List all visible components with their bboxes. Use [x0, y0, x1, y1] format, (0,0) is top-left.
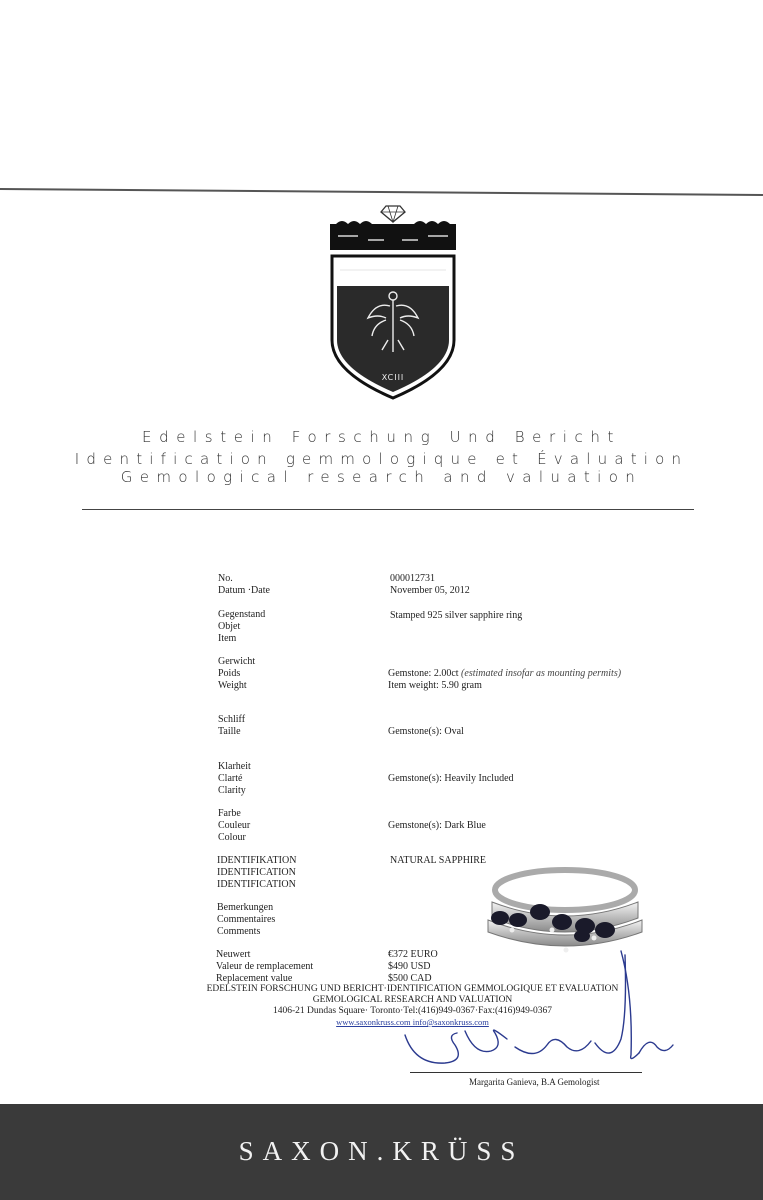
comments-label-fr: Commentaires	[217, 914, 276, 925]
value-label-en: Replacement value	[216, 973, 293, 984]
clarity-label-de: Klarheit	[218, 761, 251, 772]
weight-label-de: Gerwicht	[218, 656, 256, 667]
gemstone-weight-note: (estimated insofar as mounting permits)	[461, 668, 622, 679]
item-label-de: Gegenstand	[218, 609, 266, 620]
colour-value: Gemstone(s): Dark Blue	[388, 820, 486, 831]
footer-tagline: GEMOLOGICAL RESEARCH AND VALUATION	[312, 995, 513, 1005]
crest-emblem-icon	[328, 200, 458, 405]
crest-numeral: XCIII	[381, 373, 405, 382]
footer-links[interactable]: www.saxonkruss.com info@saxonkruss.com	[336, 1017, 489, 1027]
certificate-number: 000012731	[390, 573, 435, 584]
signature-icon	[395, 935, 680, 1085]
certificate-date: November 05, 2012	[390, 585, 470, 596]
gemstone-weight-value: Gemstone: 2.00ct	[388, 668, 459, 679]
footer-company-line: EDELSTEIN FORSCHUNG UND BERICHT·IDENTIFICATION GEMMOLOGIQUE ET EVALUATION	[206, 984, 619, 994]
value-usd: $490 USD	[388, 961, 431, 972]
header-german: Edelstein Forschung Und Bericht	[142, 428, 621, 446]
header-divider	[82, 509, 694, 510]
colour-label-fr: Couleur	[218, 820, 251, 831]
date-label: Datum ·Date	[218, 585, 270, 596]
ident-label-fr: IDENTIFICATION	[217, 867, 296, 878]
clarity-value: Gemstone(s): Heavily Included	[388, 773, 514, 784]
value-euro: €372 EURO	[388, 949, 438, 960]
cut-label-fr: Taille	[218, 726, 241, 737]
signature-line	[410, 1072, 642, 1073]
clarity-label-fr: Clarté	[218, 773, 243, 784]
signatory-name: Margarita Ganieva, B.A Gemologist	[469, 1077, 600, 1087]
header-english: Gemological research and valuation	[120, 468, 643, 486]
weight-label-en: Weight	[218, 680, 247, 691]
footer-address: 1406-21 Dundas Square· Toronto·Tel:(416)949-0367·Fax:(416)949-0367	[273, 1006, 552, 1016]
value-label-fr: Valeur de remplacement	[216, 961, 314, 972]
cut-label-de: Schliff	[218, 714, 246, 725]
brand-name: SAXON.KRÜSS	[238, 1136, 525, 1166]
item-label-fr: Objet	[218, 621, 241, 632]
top-divider	[0, 188, 763, 196]
comments-label-en: Comments	[217, 926, 261, 937]
ident-label-de: IDENTIFIKATION	[217, 855, 297, 866]
colour-label-de: Farbe	[218, 808, 241, 819]
comments-label-de: Bemerkungen	[217, 902, 274, 913]
weight-label-fr: Poids	[218, 668, 241, 679]
clarity-label-en: Clarity	[218, 785, 246, 796]
cut-value: Gemstone(s): Oval	[388, 726, 464, 737]
header-french: Identification gemmologique et Évaluation	[74, 450, 689, 468]
ident-value: NATURAL SAPPHIRE	[390, 855, 487, 866]
value-label-de: Neuwert	[216, 949, 251, 960]
colour-label-en: Colour	[218, 832, 246, 843]
item-weight-value: Item weight: 5.90 gram	[388, 680, 482, 691]
gemstone-weight	[388, 668, 621, 680]
value-cad: $500 CAD	[388, 973, 432, 984]
item-value: Stamped 925 silver sapphire ring	[390, 610, 523, 621]
no-label: No.	[218, 573, 233, 584]
ident-label-en: IDENTIFICATION	[217, 879, 296, 890]
item-label-en: Item	[218, 633, 237, 644]
